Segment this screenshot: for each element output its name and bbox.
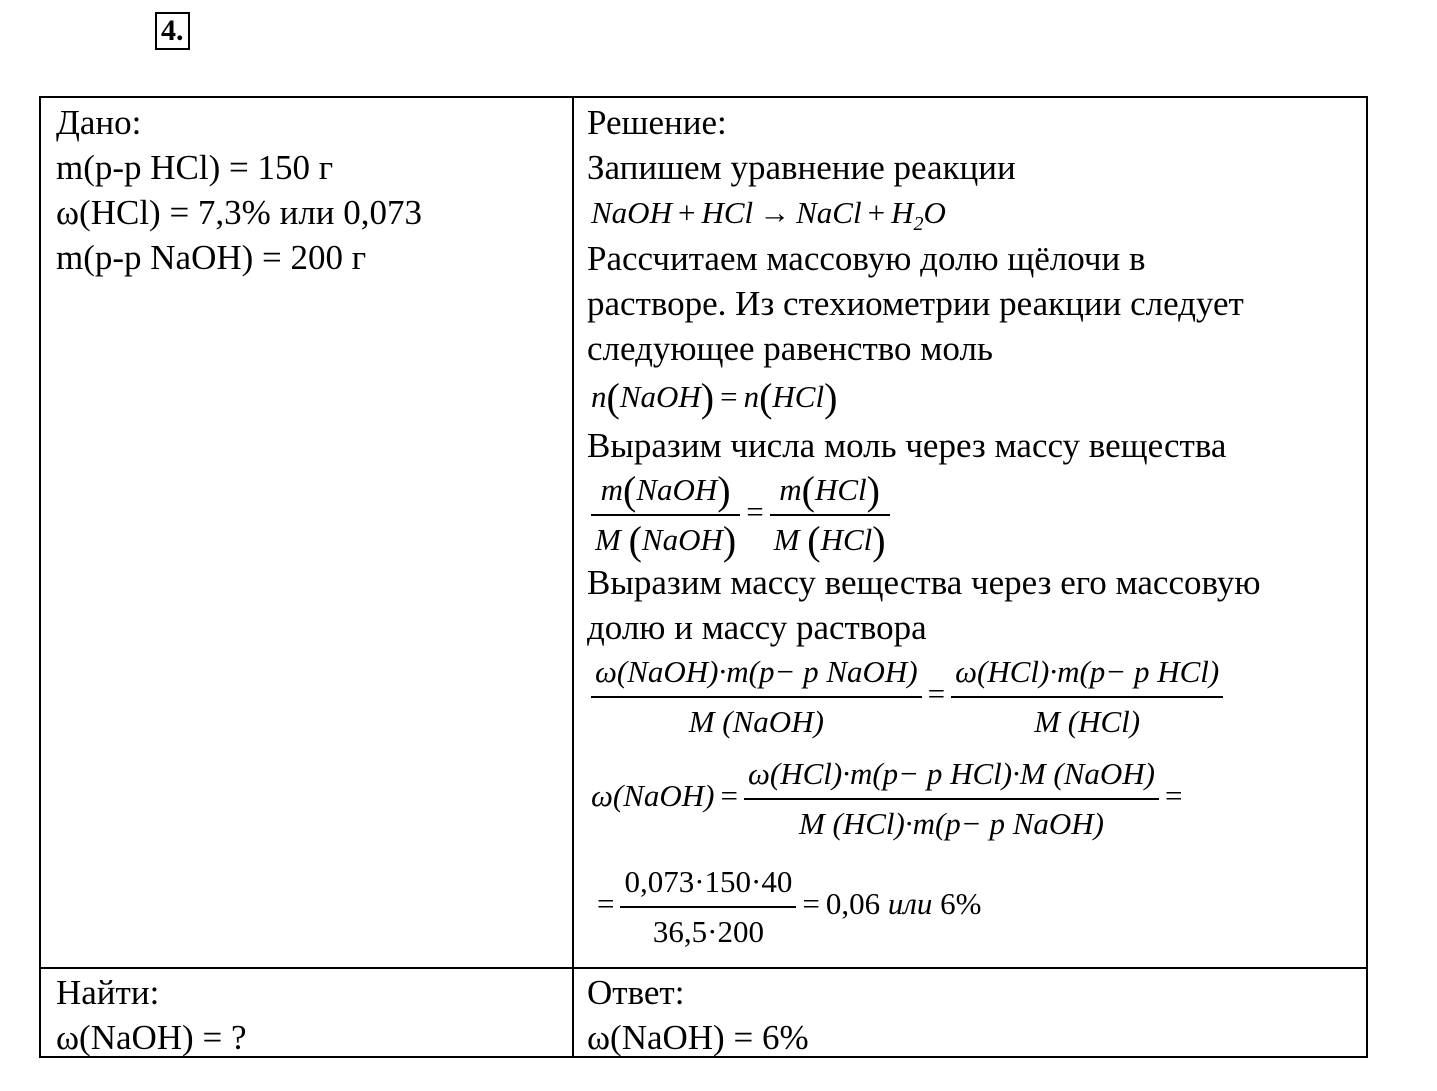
formula-term: n [591,379,607,414]
formula-term: HCl [814,472,867,507]
formula-term: ω(NaOH)·m(p− p NaOH) [591,650,922,698]
formula-term: M (HCl)·m(p− p NaOH) [798,806,1105,841]
mass-fraction-formula: $\frac{\text{ω(NaOH)·m(p− p NaOH)}}{\text{M (NaOH)}}$ = $\frac{\text{ω(HCl)·m(p− p HCl)}}{\text{M (HCl)}}$ [591,650,1357,746]
solution-table [39,96,1368,1058]
formula-term: ω(NaOH) [591,778,715,814]
answer-heading: Ответ: [587,973,685,1012]
formula-subscript: 2 [913,213,924,236]
solution-heading: Решение: [587,103,727,142]
solution-cell [587,100,1357,956]
fraction [951,650,1223,744]
formula-term: M (NaOH) [688,704,824,739]
solution-text: следующее равенство моль [587,329,993,368]
solution-text: растворе. Из стехиометрии реакции следует [587,284,1244,323]
solution-text: долю и массу раствора [587,608,927,647]
formula-term: H [891,195,914,230]
formula-term: M (HCl) [1034,704,1141,739]
formula-term: NaOH [591,195,672,230]
mole-equality-formula: n(NaOH) = n(HCl) [591,375,838,420]
solution-text: Выразим числа моль через массу вещества [587,426,1227,465]
formula-term: O [923,195,946,230]
column-divider [572,98,574,1056]
solution-text: Рассчитаем массовую долю щёлочи в [587,239,1146,278]
formula-term: HCl [701,195,754,230]
formula-term: NaCl [796,195,862,230]
formula-term: NaOH [619,379,701,414]
row-divider [41,967,1366,969]
problem-number: 4. [155,12,190,50]
fraction: $\frac{\text{m(NaOH)}}{\text{M (NaOH)}}$ [591,468,740,562]
formula-term: 6% [940,886,982,922]
find-cell [56,970,246,1060]
formula-term: M [773,522,800,557]
given-line: ω(HCl) = 7,3% или 0,073 [56,193,423,232]
naoh-fraction-formula: ω(NaOH) = $\frac{\text{ω(HCl)·m(p− p HCl)·M (NaOH)}}{\text{M (HCl)·m(p− p NaOH)}}$ = [591,752,1357,856]
find-line: ω(NaOH) = ? [56,1018,247,1057]
formula-term: HCl [772,379,825,414]
formula-term: m [779,472,802,507]
find-heading: Найти: [56,973,160,1012]
formula-term: 36,5·200 [652,914,764,949]
solution-text: Запишем уравнение реакции [587,148,1016,187]
solution-text: Выразим массу вещества через его массовую [587,563,1261,602]
formula-term: 0,073·150·40 [620,860,796,908]
formula-term: m [600,472,623,507]
given-cell [56,100,422,280]
formula-term: 0,06 [825,886,881,922]
answer-line: ω(NaOH) = 6% [587,1018,809,1057]
numeric-calculation: = $\frac{0,073\cdot 150\cdot 40}{36,5\cdot 200}$ = 0,06 или 6% [591,860,1357,956]
formula-term: n [743,379,760,414]
fraction [591,650,922,744]
formula-term: ω(HCl)·m(p− p HCl) [951,650,1223,698]
formula-term: NaOH [641,522,723,557]
given-line: m(р-р NaOH) = 200 г [56,238,367,277]
fraction [620,860,796,954]
fraction [744,752,1159,846]
answer-cell [587,970,809,1060]
formula-term: M [595,522,621,557]
mass-ratio-formula: $\frac{\text{m(NaOH)}}{\text{M (NaOH)}}$ = $\frac{\text{m(HCl)}}{\text{M (HCl)}}$ [591,468,1357,560]
reaction-equation: NaOH + HCl → NaCl + $H_2O$ [591,195,946,236]
fraction: $\frac{\text{m(HCl)}}{\text{M (HCl)}}$ [770,468,890,562]
formula-term: NaOH [636,472,718,507]
given-line: m(р-р HCl) = 150 г [56,148,334,187]
formula-term: ω(HCl)·m(p− p HCl)·M (NaOH) [744,752,1159,800]
given-heading: Дано: [56,103,142,142]
formula-term: или [887,886,933,922]
formula-term: HCl [820,522,873,557]
